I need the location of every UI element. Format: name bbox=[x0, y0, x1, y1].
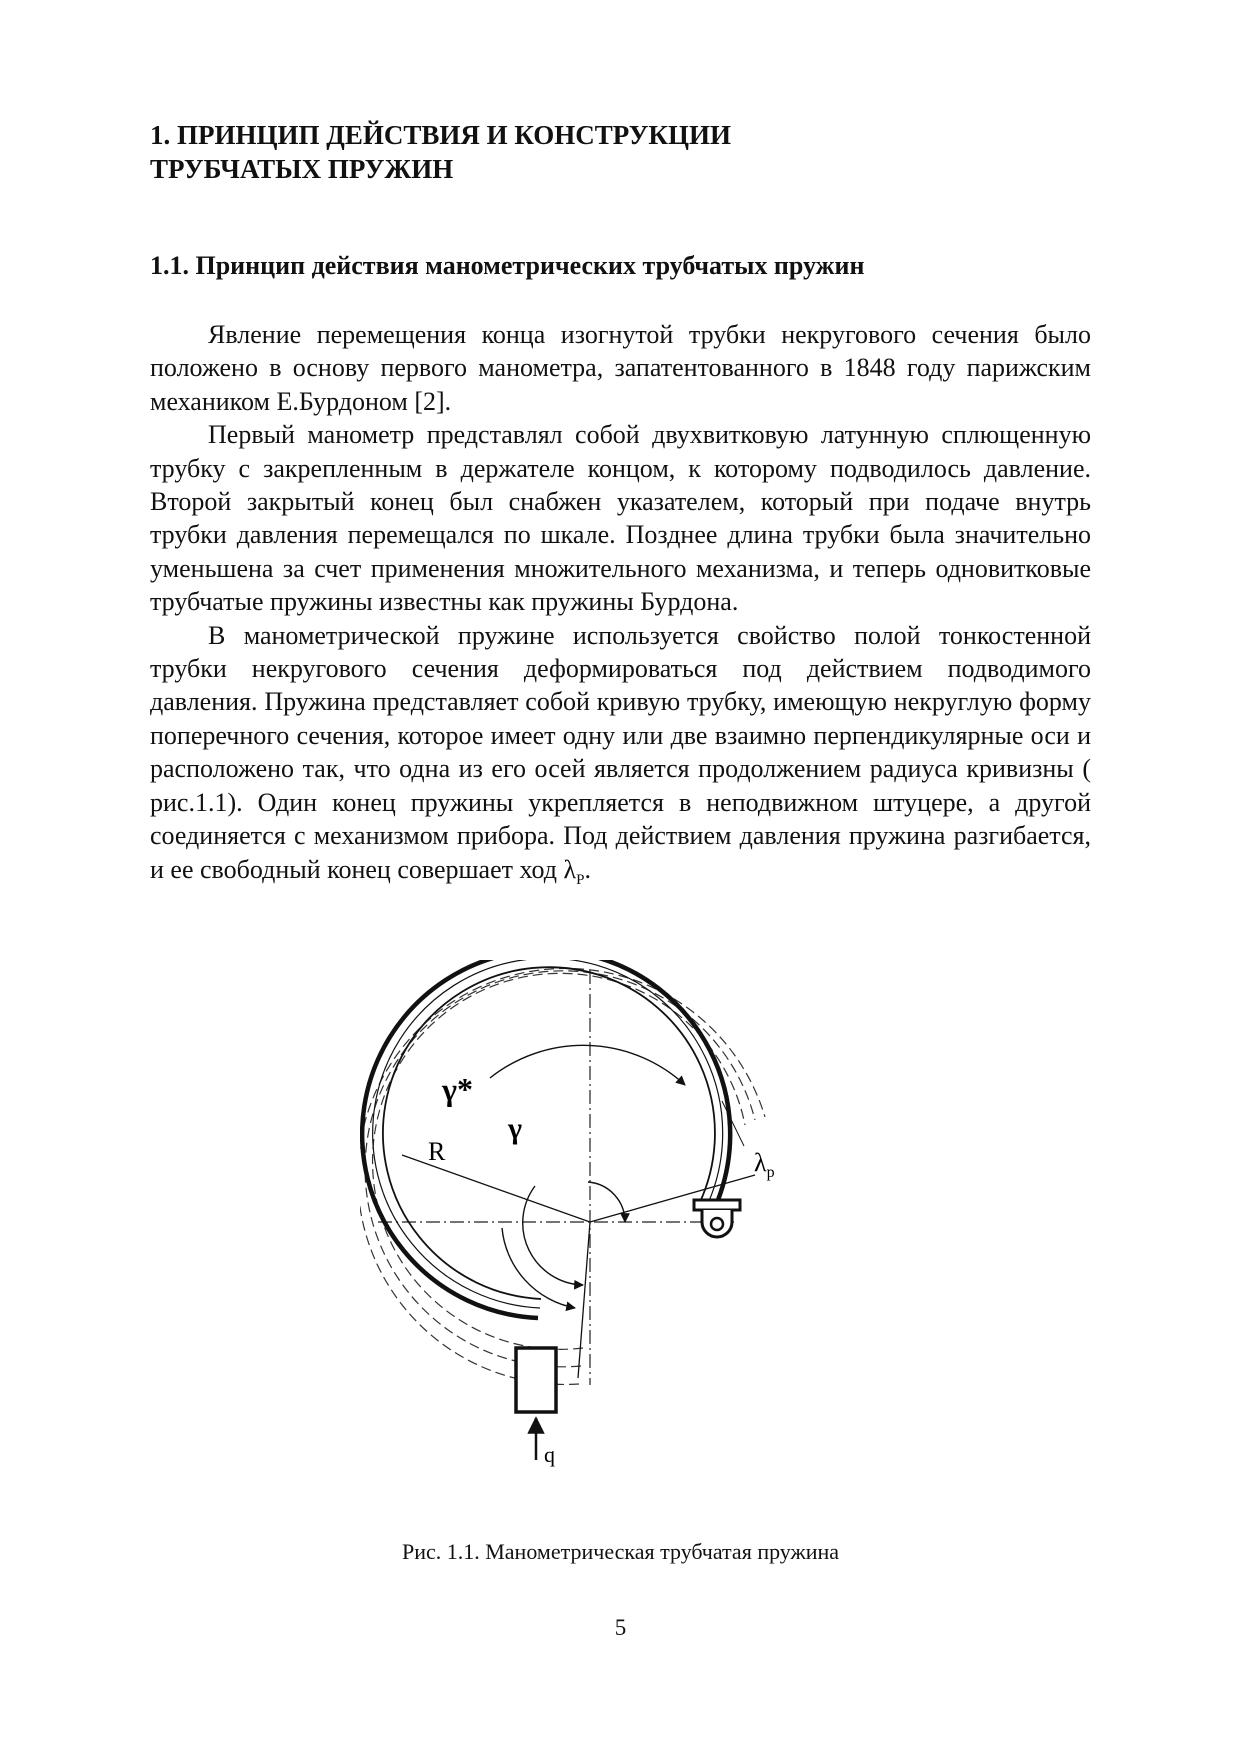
pressure-label: q bbox=[544, 1442, 555, 1467]
paragraph-3-end: . bbox=[584, 854, 591, 884]
holder-fitting bbox=[516, 1348, 556, 1412]
section-heading: 1.1. Принцип действия манометрических трубчатых пружин bbox=[150, 251, 865, 280]
spring-tube-inner bbox=[383, 967, 715, 1299]
paragraph-1: Явление перемещения конца изогнутой трубки некругового сечения было положено в основу первого манометра, запатентованного в 1848 году парижским механиком Е.Бурдоном [2]. bbox=[150, 320, 1091, 416]
paragraph-3 bbox=[150, 619, 1091, 897]
small-angle-arc bbox=[588, 1182, 625, 1222]
bourdon-tube-diagram bbox=[360, 960, 820, 1500]
spring-tube-core bbox=[373, 960, 723, 1308]
gamma-arc bbox=[578, 1127, 650, 1150]
free-end-hole bbox=[711, 1218, 723, 1230]
lambda-subscript: P bbox=[576, 871, 585, 888]
radius-label: R bbox=[428, 1137, 446, 1166]
lambda-label-sub: p bbox=[766, 1164, 775, 1181]
lambda-symbol: λ bbox=[563, 854, 577, 884]
paragraph-3-text: В манометрической пружине используется свойство полой тонкостенной трубки некругового сечения деформироваться под действием подводимого давления. Пружина представляет собой кривую трубку, имеющую некруглую форму поперечного сечения, которое имеет одну или две взаимно перпендикулярные оси и расположено так, что одна из его осей является продолжением радиуса кривизны ( рис.1.1). Один конец пружины укрепляется в неподвижном штуцере, а другой соединяется с механизмом прибора. Под действием давления пружина разгибается, и ее свободный конец совершает ход bbox=[150, 620, 1091, 884]
paragraph-2: Первый манометр представлял собой двухвитковую латунную сплющенную трубку с закрепленным в держателе концом, к которому подводилось давление. Второй закрытый конец был снабжен указателем, который при подаче внутрь трубки давления перемещался по шкале. Позднее длина трубки была значительно уменьшена за счет применения множительного механизма, и теперь одновитковые трубчатые пружины известны как пружины Бурдона. bbox=[150, 420, 1091, 617]
gamma-label: γ bbox=[508, 1112, 523, 1145]
lambda-measure-line bbox=[722, 1101, 744, 1146]
chapter-heading bbox=[150, 118, 1090, 186]
page-number: 5 bbox=[614, 1615, 627, 1640]
bourdon-tube-figure bbox=[360, 960, 820, 1500]
fitting-radius-line bbox=[578, 1222, 590, 1378]
chapter-heading-line-2: ТРУБЧАТЫХ ПРУЖИН bbox=[150, 154, 454, 184]
figure-caption: Рис. 1.1. Манометрическая трубчатая пружина bbox=[401, 1539, 840, 1564]
gamma-star-arc bbox=[490, 1045, 685, 1085]
free-end-bracket bbox=[694, 1200, 740, 1210]
chapter-heading-line-1: 1. ПРИНЦИП ДЕЙСТВИЯ И КОНСТРУКЦИИ bbox=[150, 120, 731, 150]
gamma-star-label: γ* bbox=[442, 1071, 473, 1107]
lambda-label-symbol: λ bbox=[754, 1148, 767, 1177]
lambda-label bbox=[754, 1148, 775, 1181]
body-text bbox=[150, 318, 1091, 897]
